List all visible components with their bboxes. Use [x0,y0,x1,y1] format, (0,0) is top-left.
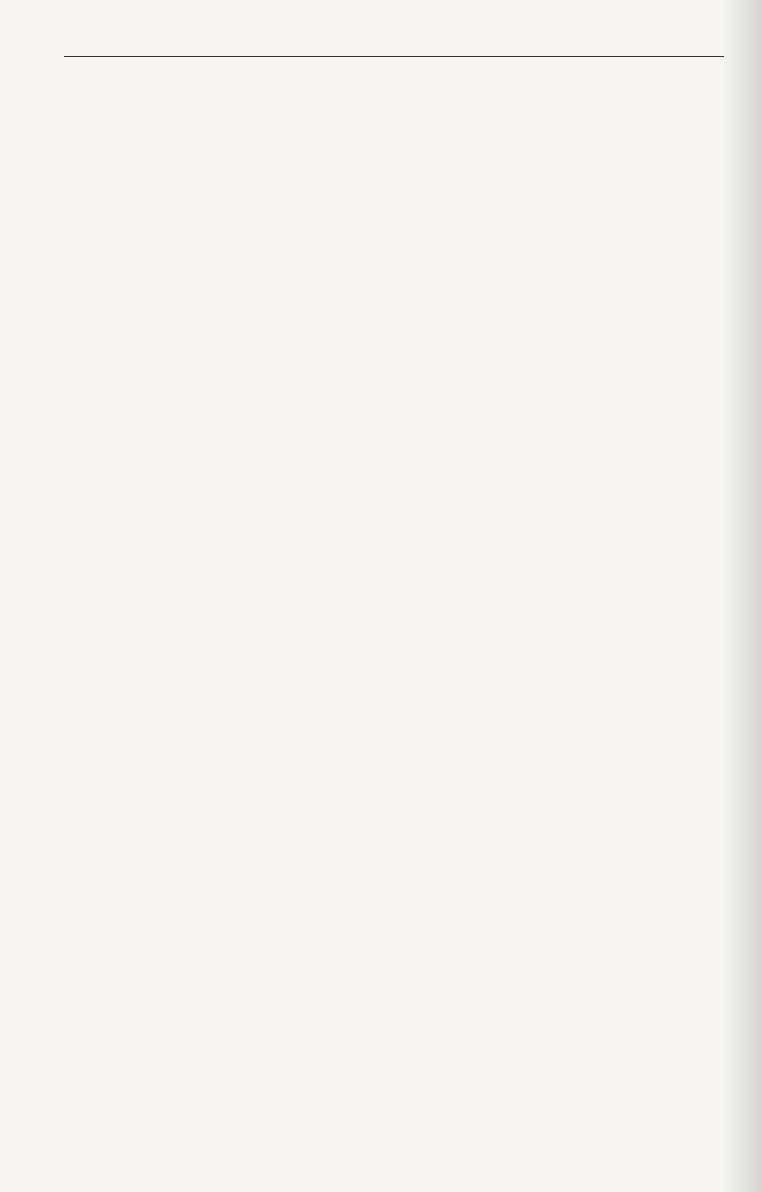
table-of-contents [64,70,724,110]
page-edge-shadow [722,0,762,1192]
page-header [64,28,724,57]
